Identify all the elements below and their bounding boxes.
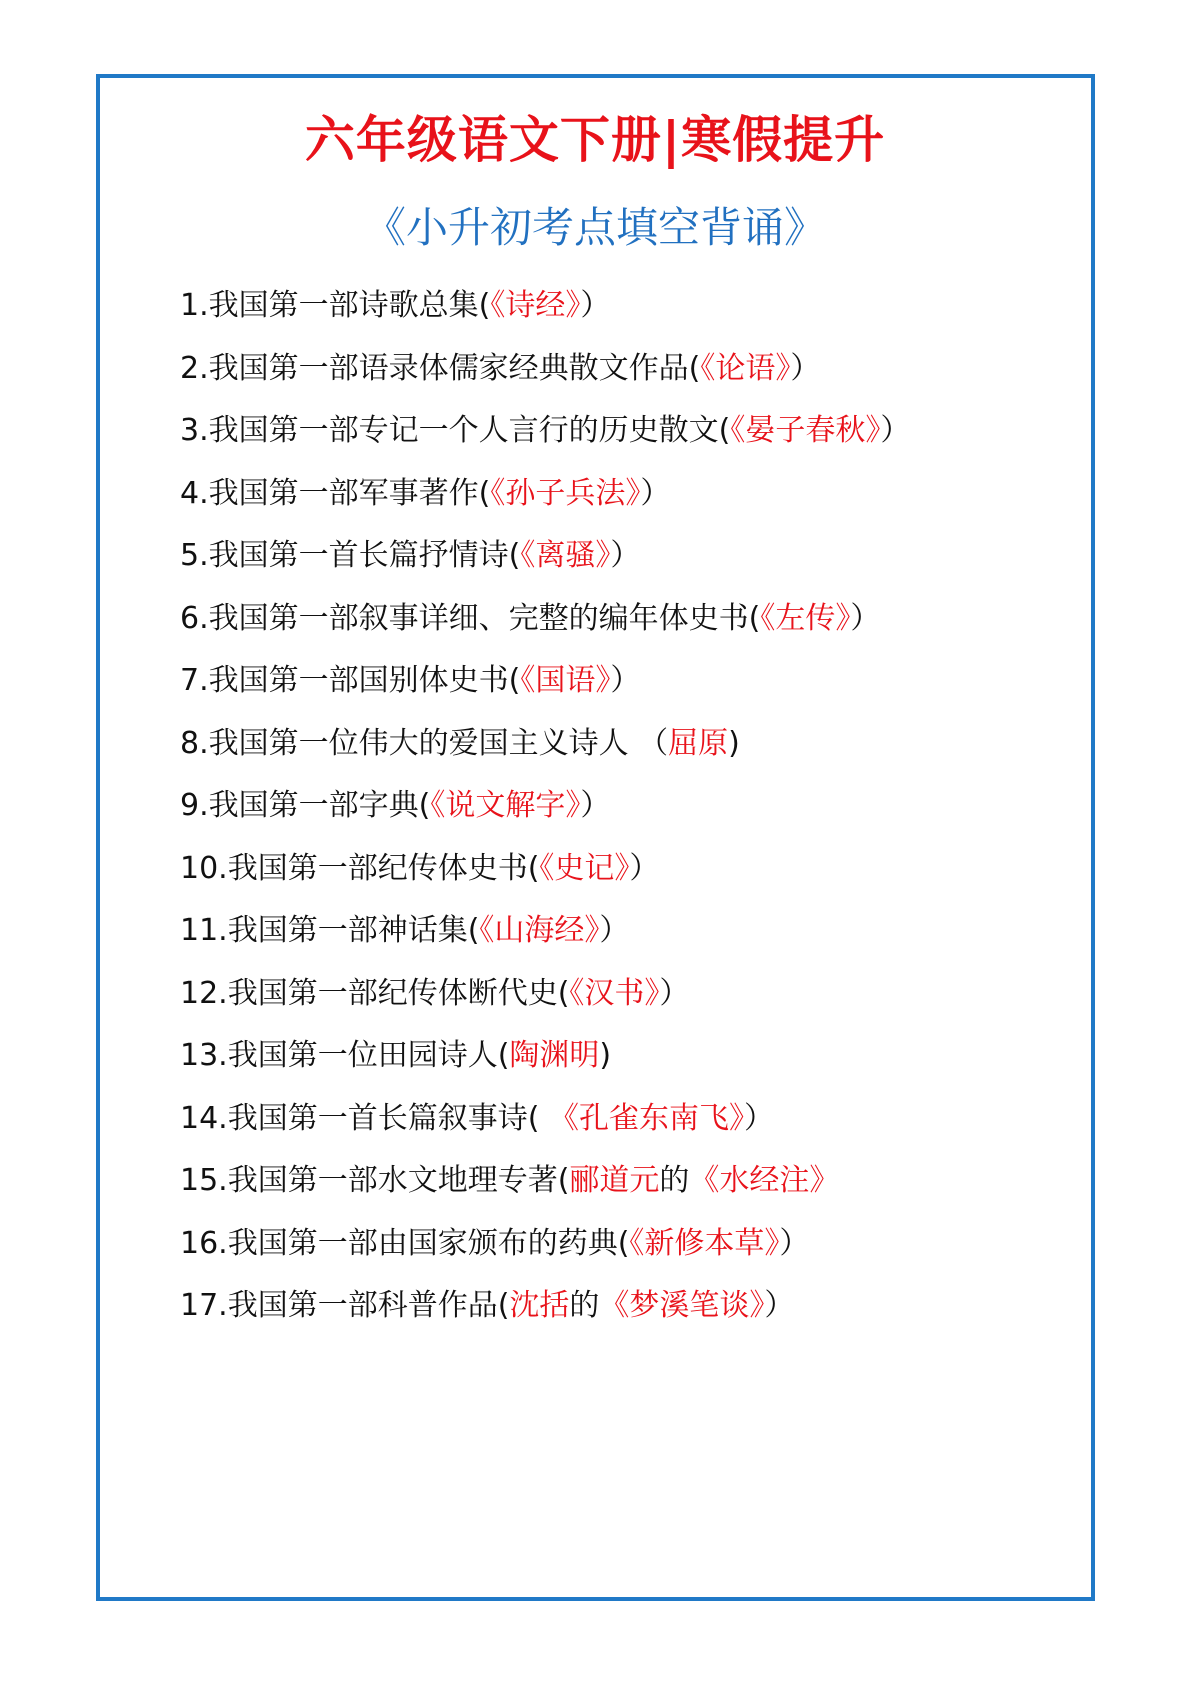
closing-text: ） [640,475,671,511]
answer-text: 《史记》 [539,850,630,886]
question-item [180,966,1080,1029]
page-subtitle: 《小升初考点填空背诵》 [363,203,826,252]
question-item [180,278,1080,341]
answer-text: 《离骚》 [520,538,611,573]
question-text: 12.我国第一部纪传体断代史( [180,975,570,1011]
closing-text: ） [850,600,881,636]
question-text: 8.我国第一位伟大的爱国主义诗人 （ [180,725,669,761]
question-item [180,591,1080,654]
closing-text: ） [599,913,630,948]
question-item [180,1091,1080,1154]
answer-text: 屈原 [668,725,729,761]
question-text: 2.我国第一部语录体儒家经典散文作品( [180,350,701,386]
closing-text: ） [880,413,911,448]
answer-text: 沈括 [509,1288,570,1323]
question-text: 11.我国第一部神话集( [180,913,480,948]
closing-text: ） [659,975,690,1011]
question-item [180,1153,1080,1216]
answer-text-2: 《梦溪笔谈》 [599,1288,765,1323]
page-title: 六年级语文下册|寒假提升 [304,111,886,169]
question-text: 14.我国第一首长篇叙事诗( [180,1100,549,1136]
question-item [180,716,1080,779]
answer-text: 郦道元 [569,1163,660,1198]
question-text: 5.我国第一首长篇抒情诗( [180,538,521,573]
answer-text: 《国语》 [520,663,611,698]
question-text: 13.我国第一位田园诗人( [180,1038,510,1073]
question-text: 6.我国第一部叙事详细、完整的编年体史书( [180,600,761,636]
question-item [180,528,1080,591]
answer-text: 《诗经》 [490,288,581,323]
question-list [180,278,1080,1341]
question-item [180,1216,1080,1279]
closing-text: ) [599,1038,612,1073]
closing-text: ） [580,288,611,323]
question-text: 10.我国第一部纪传体史书( [180,850,540,886]
answer-text: 陶渊明 [509,1038,600,1073]
answer-text: 《汉书》 [569,975,660,1011]
question-item [180,1028,1080,1091]
question-item [180,1278,1080,1341]
answer-text: 《左传》 [760,600,851,636]
question-item [180,341,1080,404]
answer-text-2: 《水经注》 [689,1163,840,1198]
answer-text: 《晏子春秋》 [730,413,881,448]
answer-text: 《新修本草》 [629,1225,780,1261]
answer-text: 《说文解字》 [430,788,581,823]
question-item [180,403,1080,466]
answer-text: 《孙子兵法》 [490,475,641,511]
question-text: 17.我国第一部科普作品( [180,1288,510,1323]
closing-text: ） [743,1100,774,1136]
question-item [180,841,1080,904]
question-text: 1.我国第一部诗歌总集( [180,288,491,323]
question-item [180,466,1080,529]
connector-text: 的 [569,1288,600,1323]
question-text: 7.我国第一部国别体史书( [180,663,521,698]
closing-text: ） [610,663,641,698]
question-text: 15.我国第一部水文地理专著( [180,1163,570,1198]
question-text: 3.我国第一部专记一个人言行的历史散文( [180,413,731,448]
connector-text: 的 [659,1163,690,1198]
answer-text: 《孔雀东南飞》 [548,1100,744,1136]
question-text: 9.我国第一部字典( [180,788,431,823]
closing-text: ) [728,725,740,761]
answer-text: 《山海经》 [479,913,600,948]
closing-text: ） [610,538,641,573]
question-item [180,778,1080,841]
question-text: 4.我国第一部军事著作( [180,475,491,511]
closing-text: ） [580,788,611,823]
question-text: 16.我国第一部由国家颁布的药典( [180,1225,630,1261]
closing-text: ） [779,1225,810,1261]
closing-text: ） [790,350,821,386]
closing-text: ） [629,850,660,886]
question-item [180,653,1080,716]
answer-text: 《论语》 [700,350,791,386]
question-item [180,903,1080,966]
closing-text: ） [764,1288,795,1323]
